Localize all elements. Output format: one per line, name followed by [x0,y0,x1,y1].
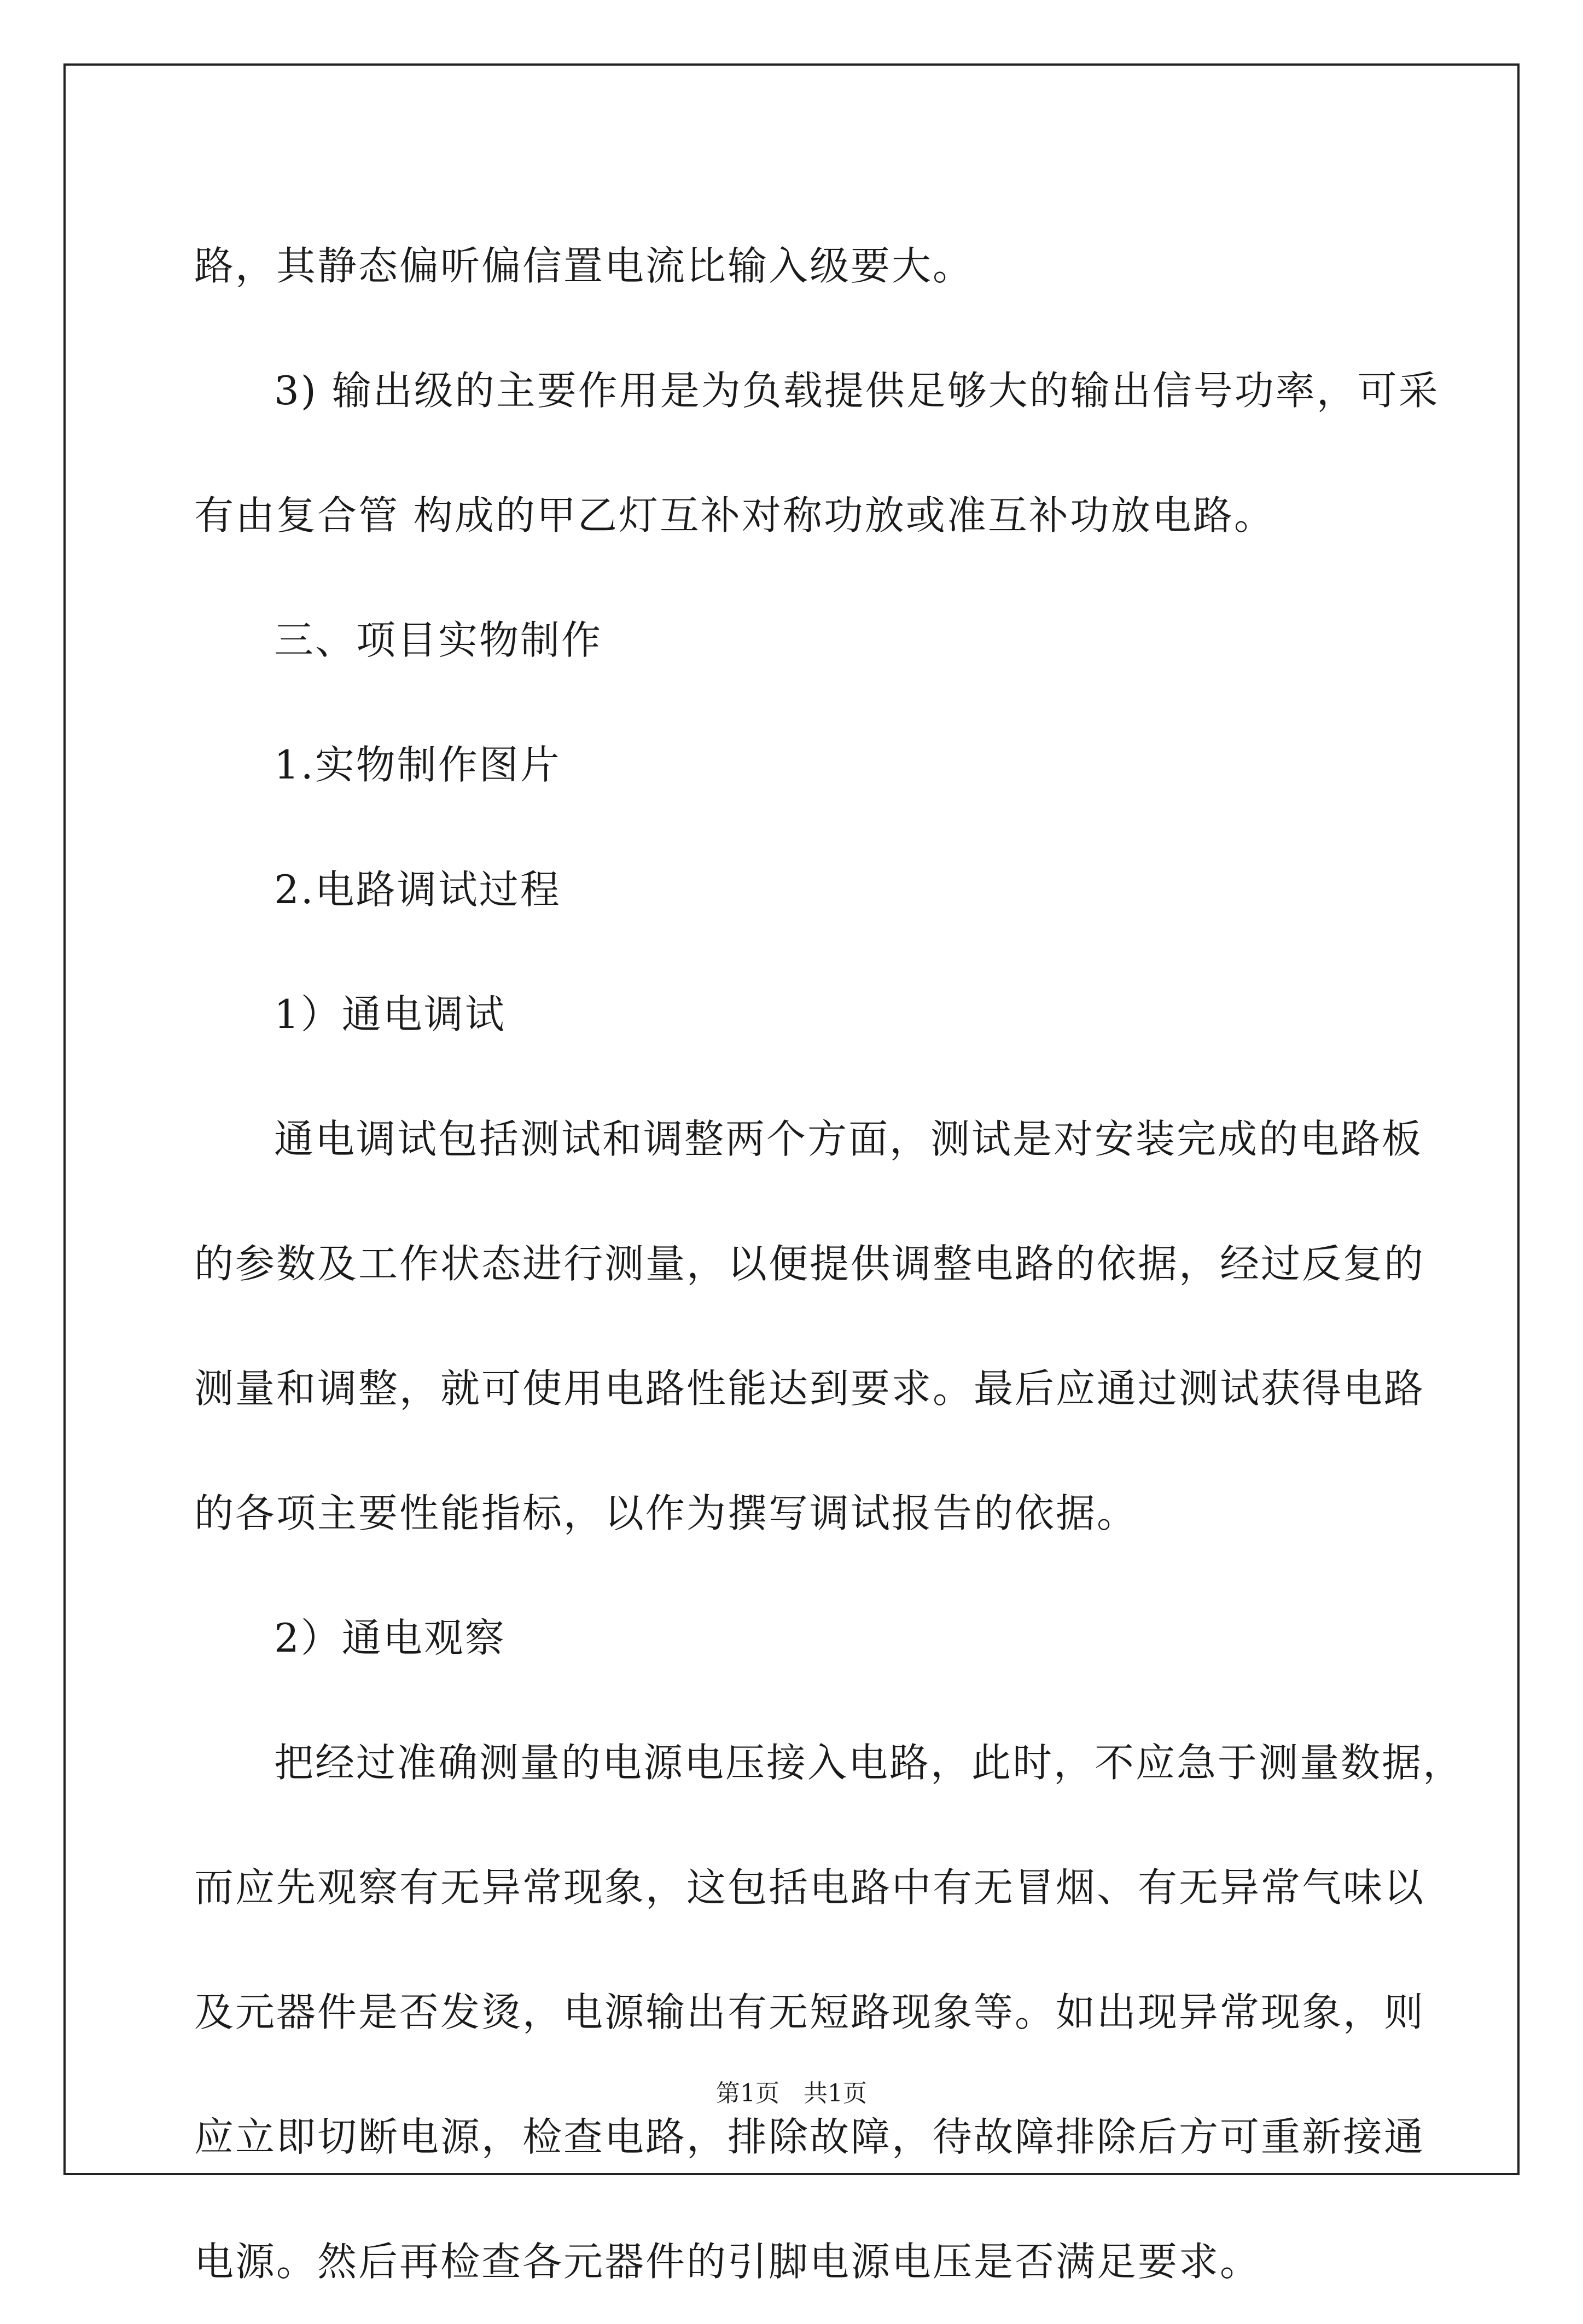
text-line: 电源。然后再检查各元器件的引脚电源电压是否满足要求。 [194,2239,1261,2285]
text-line: 通电调试包括测试和调整两个方面，测试是对安装完成的电路板 [274,1116,1423,1162]
text-line: 路，其静态偏听偏信置电流比输入级要大。 [194,243,974,289]
subsection-heading: 1.实物制作图片 [274,742,561,788]
text-line: 测量和调整，就可使用电路性能达到要求。最后应通过测试获得电路 [194,1366,1425,1411]
subsection-heading: 2.电路调试过程 [274,867,561,913]
item-heading: 1）通电调试 [274,991,506,1037]
text-line: 3) 输出级的主要作用是为负载提供足够大的输出信号功率，可采 [274,368,1440,414]
text-line: 及元器件是否发烫，电源输出有无短路现象等。如出现异常现象，则 [194,1989,1425,2035]
item-heading: 2）通电观察 [274,1615,506,1661]
page-footer: 第1页 共1页 [716,2079,867,2107]
text-line: 有由复合管 构成的甲乙灯互补对称功放或准互补功放电路。 [194,492,1275,538]
document-body [194,204,1469,2324]
text-line: 的参数及工作状态进行测量，以便提供调整电路的依据，经过反复的 [194,1241,1425,1287]
text-line: 而应先观察有无异常现象，这包括电路中有无冒烟、有无异常气味以 [194,1864,1425,1910]
text-line: 把经过准确测量的电源电压接入电路，此时，不应急于测量数据， [274,1740,1464,1786]
text-line: 的各项主要性能指标，以作为撰写调试报告的依据。 [194,1490,1138,1536]
section-heading: 三、项目实物制作 [274,617,603,663]
text-line: 应立即切断电源，检查电路，排除故障，待故障排除后方可重新接通 [194,2114,1425,2160]
